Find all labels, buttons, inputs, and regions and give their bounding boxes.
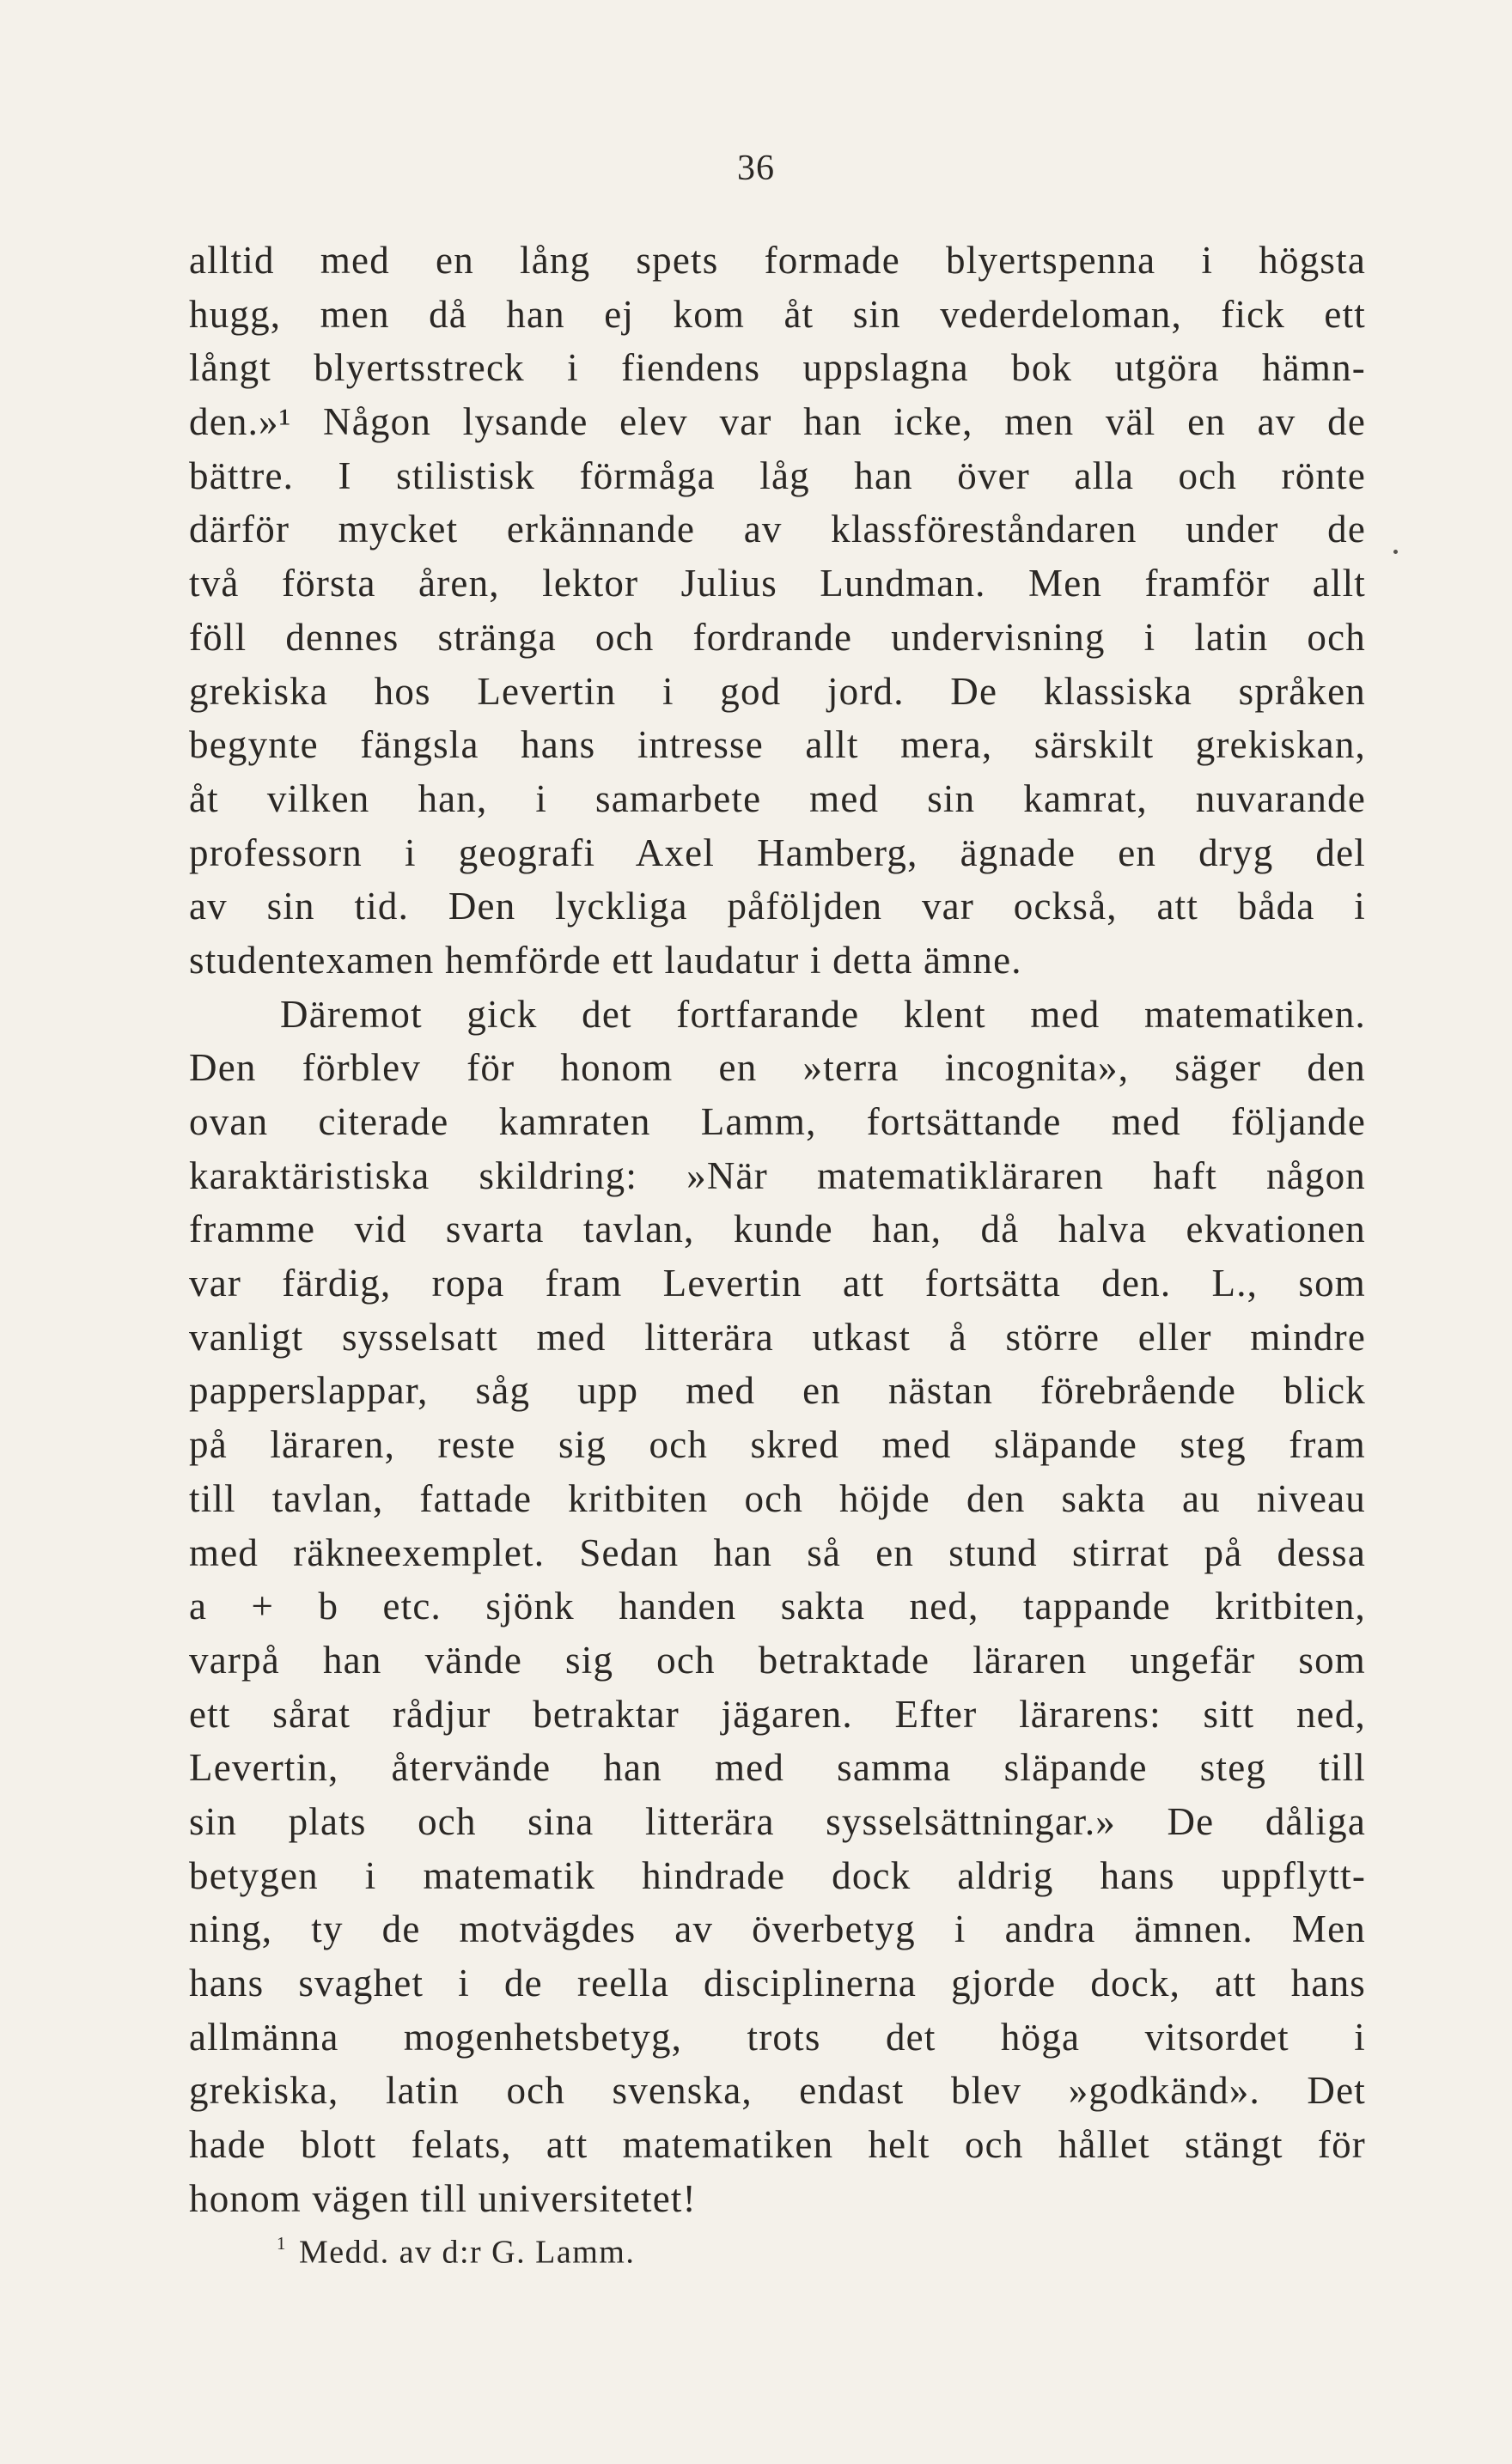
text-line: den.»¹ Någon lysande elev var han icke, men väl en av de bbox=[189, 400, 1366, 444]
print-speck bbox=[1393, 550, 1398, 554]
text-line: två första åren, lektor Julius Lundman. Men framför allt bbox=[189, 562, 1366, 605]
text-line: ovan citerade kamraten Lamm, fortsättande med följande bbox=[189, 1100, 1366, 1143]
text-line: av sin tid. Den lyckliga påföljden var också, att båda i bbox=[189, 885, 1366, 928]
text-line: papperslappar, såg upp med en nästan förebrående blick bbox=[189, 1369, 1366, 1413]
text-line: grekiska hos Levertin i god jord. De klassiska språken bbox=[189, 669, 1366, 713]
text-line: betygen i matematik hindrade dock aldrig hans uppflytt- bbox=[189, 1853, 1366, 1897]
text-line: Den förblev för honom en »terra incognita», säger den bbox=[189, 1046, 1366, 1090]
page-number: 36 bbox=[737, 149, 775, 188]
text-line: vanligt sysselsatt med litterära utkast å större eller mindre bbox=[189, 1315, 1366, 1359]
paragraph-end-line: studentexamen hemförde ett laudatur i detta ämne. bbox=[189, 938, 1022, 982]
text-line: sin plats och sina litterära sysselsättningar.» De dåliga bbox=[189, 1799, 1366, 1843]
footnote bbox=[277, 2233, 635, 2272]
text-line: karaktäristiska skildring: »När matematikläraren haft någon bbox=[189, 1153, 1366, 1197]
paragraph-end-line: honom vägen till universitetet! bbox=[189, 2176, 697, 2220]
text-line: alltid med en lång spets formade blyertspenna i högsta bbox=[189, 239, 1366, 282]
text-line: varpå han vände sig och betraktade läraren ungefär som bbox=[189, 1638, 1366, 1682]
text-line: Levertin, återvände han med samma släpande steg till bbox=[189, 1746, 1366, 1790]
text-line: ning, ty de motvägdes av överbetyg i andra ämnen. Men bbox=[189, 1907, 1366, 1951]
text-line: med räkneexemplet. Sedan han så en stund stirrat på dessa bbox=[189, 1530, 1366, 1574]
text-line: a + b etc. sjönk handen sakta ned, tappande kritbiten, bbox=[189, 1585, 1366, 1628]
text-line: ett sårat rådjur betraktar jägaren. Efter lärarens: sitt ned, bbox=[189, 1692, 1366, 1736]
text-line: på läraren, reste sig och skred med släpande steg fram bbox=[189, 1423, 1366, 1467]
text-line: bättre. I stilistisk förmåga låg han över alla och rönte bbox=[189, 453, 1366, 497]
paragraph-start-line: Däremot gick det fortfarande klent med matematiken. bbox=[280, 992, 1366, 1036]
text-line: långt blyertsstreck i fiendens uppslagna bok utgöra hämn- bbox=[189, 346, 1366, 390]
text-line: därför mycket erkännande av klassföreståndaren under de bbox=[189, 508, 1366, 551]
text-line: föll dennes stränga och fordrande undervisning i latin och bbox=[189, 615, 1366, 659]
text-line: hans svaghet i de reella disciplinerna gjorde dock, att hans bbox=[189, 1962, 1366, 2005]
text-line: till tavlan, fattade kritbiten och höjde den sakta au niveau bbox=[189, 1476, 1366, 1520]
footnote-marker: 1 bbox=[277, 2233, 287, 2254]
text-line: begynte fängsla hans intresse allt mera, särskilt grekiskan, bbox=[189, 723, 1366, 767]
text-line: grekiska, latin och svenska, endast blev »godkänd». Det bbox=[189, 2069, 1366, 2113]
footnote-text: Medd. av d:r G. Lamm. bbox=[298, 2234, 636, 2271]
text-line: hugg, men då han ej kom åt sin vederdeloman, fick ett bbox=[189, 292, 1366, 336]
text-line: framme vid svarta tavlan, kunde han, då halva ekvationen bbox=[189, 1208, 1366, 1251]
body-text bbox=[189, 234, 1366, 2225]
text-line: hade blott felats, att matematiken helt och hållet stängt för bbox=[189, 2123, 1366, 2167]
text-line: allmänna mogenhetsbetyg, trots det höga vitsordet i bbox=[189, 2015, 1366, 2059]
text-line: var färdig, ropa fram Levertin att fortsätta den. L., som bbox=[189, 1262, 1366, 1305]
text-line: åt vilken han, i samarbete med sin kamrat, nuvarande bbox=[189, 776, 1366, 820]
text-line: professorn i geografi Axel Hamberg, ägnade en dryg del bbox=[189, 830, 1366, 874]
